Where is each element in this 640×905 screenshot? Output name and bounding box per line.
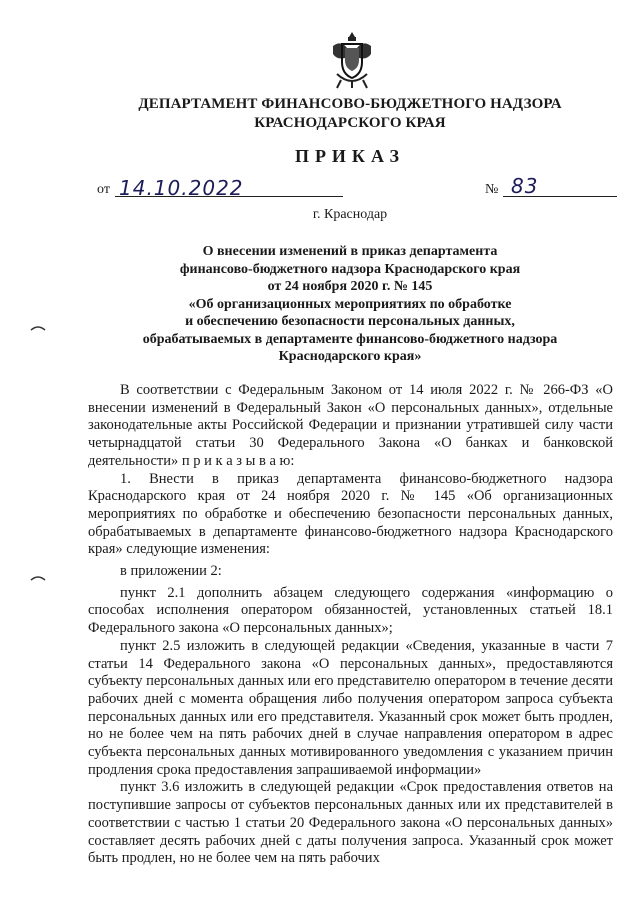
body-paragraph: в приложении 2: bbox=[120, 563, 222, 580]
margin-mark bbox=[30, 325, 46, 331]
body-paragraph: пункт 2.1 дополнить абзацем следующего содержания «информацию о способах исполнения оператором обязанностей, установленных статьей 18.1 Федерального закона «О персональных данных»; bbox=[88, 584, 613, 637]
subject-line: и обеспечению безопасности персональных данных, bbox=[185, 314, 515, 329]
number-label: № bbox=[485, 182, 499, 197]
date-label: от bbox=[97, 182, 110, 197]
organization-name bbox=[60, 95, 640, 133]
body-paragraph: 1. Внести в приказ департамента финансово-бюджетного надзора Краснодарского края от 24 ноября 2020 г. № 145 «Об организационных мероприятиях по обработке и обеспечению безопасности персональных данных, обрабатываемых в департаменте финансово-бюджетного надзора Краснодарского края» следующие изменения: bbox=[88, 470, 613, 558]
coat-of-arms-icon bbox=[327, 30, 377, 90]
subject-line: О внесении изменений в приказ департамента bbox=[202, 244, 498, 259]
org-line-2: КРАСНОДАРСКОГО КРАЯ bbox=[254, 115, 446, 131]
date-number-row bbox=[97, 176, 617, 200]
subject-line: обрабатываемых в департаменте финансово-бюджетного надзора bbox=[142, 331, 558, 347]
document-subject bbox=[60, 243, 640, 366]
subject-line: от 24 ноября 2020 г. № 145 bbox=[267, 279, 433, 294]
subject-line: Краснодарского края» bbox=[278, 349, 422, 364]
subject-line: «Об организационных мероприятиях по обработке bbox=[188, 296, 512, 312]
body-paragraph: В соответствии с Федеральным Законом от 14 июля 2022 г. № 266-ФЗ «О внесении изменений в Федеральный Закон «О персональных данных», отдельные законодательные акты Российской Федерации и признании утратившей силу части четырнадцатой статьи 30 Федерального Закона «О банках и банковской деятельности» п р и к а з ы в а ю: bbox=[88, 382, 613, 469]
document-body bbox=[88, 382, 613, 868]
body-paragraph: пункт 3.6 изложить в следующей редакции «Срок предоставления ответов на поступившие запросы от субъектов персональных данных или их представителей в соответствии с частью 1 статьи 20 Федерального закона «О персональных данных» составляет десять рабочих дней с даты получения запроса. Указанный срок может быть продлен, но не более чем на пять рабочих bbox=[88, 779, 613, 867]
city: г. Краснодар bbox=[312, 207, 388, 222]
org-line-1: ДЕПАРТАМЕНТ ФИНАНСОВО-БЮДЖЕТНОГО НАДЗОРА bbox=[138, 96, 562, 112]
document-type: ПРИКАЗ bbox=[294, 146, 406, 166]
handwritten-date: 14.10.2022 bbox=[119, 176, 244, 200]
body-paragraph: пункт 2.5 изложить в следующей редакции «Сведения, указанные в части 7 статьи 14 Федерального закона «О персональных данных», предоставляются субъекту персональных данных или его представителю оператором в течение десяти рабочих дней с момента обращения либо получения оператором запроса субъекта персональных данных или его представителя. Указанный срок может быть продлен, но не более чем на пять рабочих дней в случае направления оператором в адрес субъекта персональных данных мотивированного уведомления с указанием причин продления срока предоставления запрашиваемой информации» bbox=[88, 637, 613, 778]
margin-mark bbox=[30, 575, 46, 581]
subject-line: финансово-бюджетного надзора Краснодарского края bbox=[179, 261, 521, 277]
handwritten-number: 83 bbox=[511, 174, 539, 198]
